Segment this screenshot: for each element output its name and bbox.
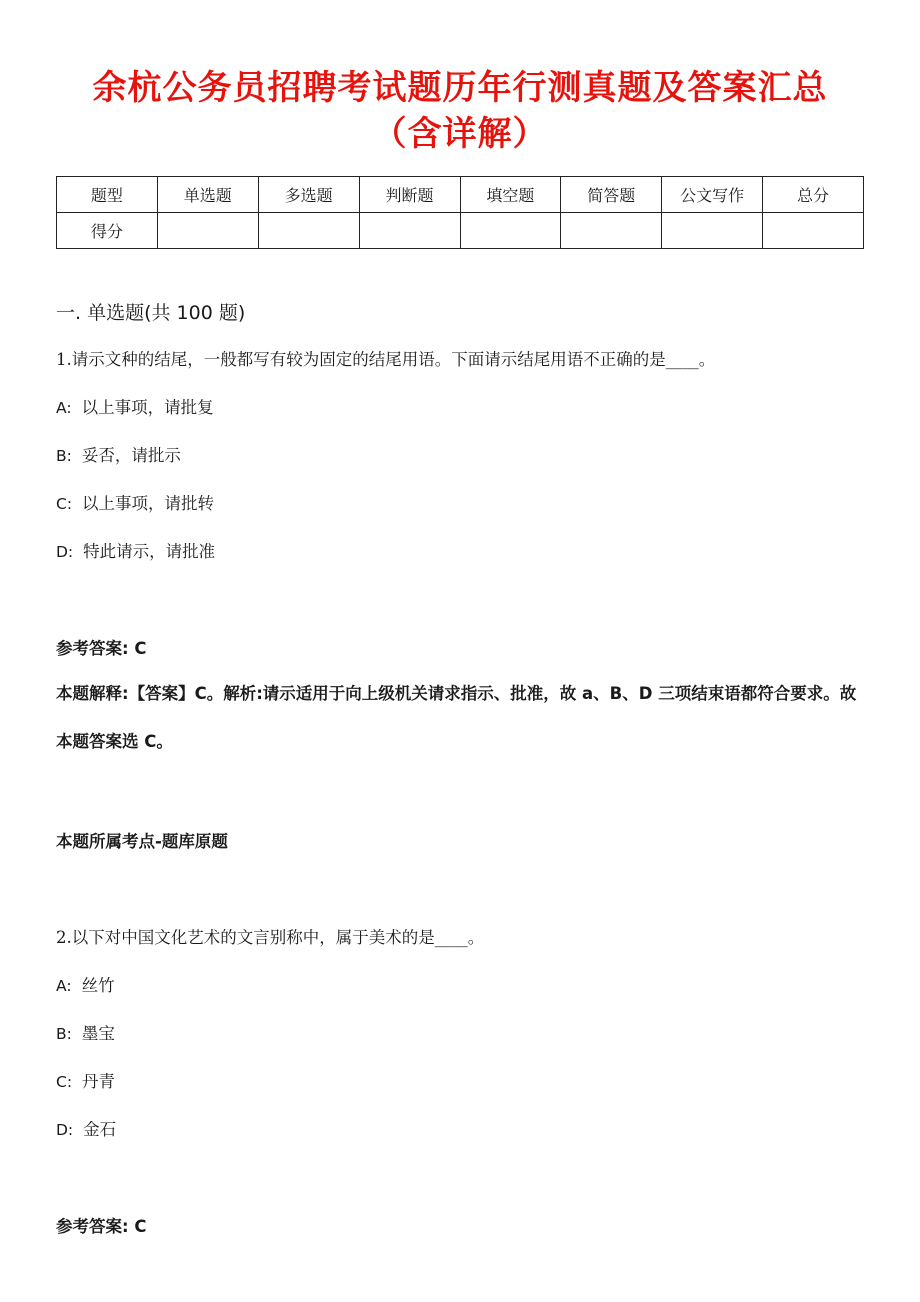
explanation: 本题解释:【答案】C。解析:请示适用于向上级机关请求指示、批准，故 a、B、D 三项结束语都符合要求。故本题答案选 C。 xyxy=(56,684,857,751)
option-label: A: xyxy=(56,399,72,417)
header-cell-multi: 多选题 xyxy=(258,177,359,213)
score-cell xyxy=(561,213,662,249)
header-cell-single: 单选题 xyxy=(157,177,258,213)
question-stem: 1.请示文种的结尾，一般都写有较为固定的结尾用语。下面请示结尾用语不正确的是____。 xyxy=(56,350,716,369)
option-text: 以上事项，请批转 xyxy=(82,494,215,513)
option-text: 妥否，请批示 xyxy=(81,446,181,465)
header-cell-judge: 判断题 xyxy=(359,177,460,213)
option-b xyxy=(56,1020,115,1044)
score-cell xyxy=(662,213,763,249)
document-title-line1: 余杭公务员招聘考试题历年行测真题及答案汇总 xyxy=(92,68,828,108)
header-cell-writing: 公文写作 xyxy=(662,177,763,213)
option-text: 特此请示，请批准 xyxy=(83,542,216,561)
option-d xyxy=(56,538,215,562)
option-b xyxy=(56,442,181,466)
score-cell xyxy=(258,213,359,249)
score-cell-label: 得分 xyxy=(57,213,158,249)
score-table xyxy=(56,176,864,249)
option-label: D: xyxy=(56,543,74,561)
header-cell-total: 总分 xyxy=(763,177,864,213)
option-label: C: xyxy=(56,1073,73,1091)
option-label: B: xyxy=(56,447,72,465)
header-cell-type: 题型 xyxy=(57,177,158,213)
option-text: 丝竹 xyxy=(81,976,115,995)
option-label: C: xyxy=(56,495,73,513)
score-table-score-row xyxy=(57,213,864,249)
option-label: D: xyxy=(56,1121,74,1139)
header-cell-fill: 填空题 xyxy=(460,177,561,213)
score-cell xyxy=(763,213,864,249)
option-c xyxy=(56,1068,115,1092)
score-cell xyxy=(460,213,561,249)
option-label: A: xyxy=(56,977,72,995)
answer: 参考答案: C xyxy=(56,1217,147,1236)
option-c xyxy=(56,490,214,514)
score-cell xyxy=(157,213,258,249)
question-stem: 2.以下对中国文化艺术的文言别称中，属于美术的是____。 xyxy=(56,928,485,947)
answer: 参考答案: C xyxy=(56,639,147,658)
score-cell xyxy=(359,213,460,249)
option-label: B: xyxy=(56,1025,72,1043)
option-a xyxy=(56,394,214,418)
option-text: 金石 xyxy=(83,1120,117,1139)
option-text: 以上事项，请批复 xyxy=(81,398,214,417)
option-d xyxy=(56,1116,116,1140)
section-title: 一. 单选题(共 100 题) xyxy=(56,302,246,324)
option-text: 丹青 xyxy=(82,1072,116,1091)
knowledge-point: 本题所属考点-题库原题 xyxy=(56,832,228,851)
option-text: 墨宝 xyxy=(81,1024,115,1043)
document-title-line2: （含详解） xyxy=(372,114,548,154)
header-cell-short: 简答题 xyxy=(561,177,662,213)
score-table-header-row xyxy=(57,177,864,213)
option-a xyxy=(56,972,115,996)
